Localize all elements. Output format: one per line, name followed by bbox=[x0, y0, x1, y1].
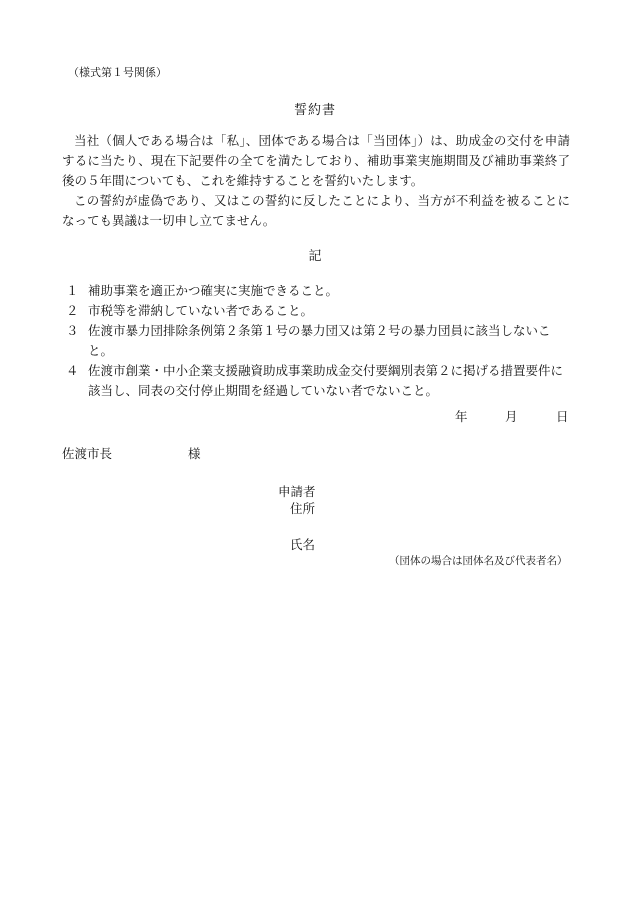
date-year-label: 年 bbox=[455, 409, 468, 424]
requirement-number: ４ bbox=[66, 363, 79, 378]
document-title: 誓約書 bbox=[293, 103, 336, 118]
applicant-label: 申請者 bbox=[278, 484, 316, 499]
requirement-text: 市税等を滞納していない者であること。 bbox=[88, 303, 314, 318]
date-month-label: 月 bbox=[505, 409, 518, 424]
name-label: 氏名 bbox=[290, 537, 316, 552]
requirement-item bbox=[62, 361, 570, 401]
requirement-text: 佐渡市創業・中小企業支援融資助成事業助成金交付要綱別表第２に掲げる措置要件に該当し、同表の交付停止期間を経過していない者でないこと。 bbox=[88, 363, 564, 398]
pledge-paragraph-2: この誓約が虚偽であり、又はこの誓約に反したことにより、当方が不利益を被ることになっても異議は一切申し立てません。 bbox=[62, 193, 570, 228]
address-label: 住所 bbox=[290, 501, 316, 516]
name-note: （団体の場合は団体名及び代表者名） bbox=[389, 555, 568, 567]
form-note: （様式第１号関係） bbox=[68, 66, 167, 79]
honorific: 様 bbox=[188, 446, 201, 461]
requirement-item bbox=[62, 281, 570, 301]
requirement-number: ３ bbox=[66, 323, 79, 338]
requirement-number: ２ bbox=[66, 303, 79, 318]
requirement-text: 佐渡市暴力団排除条例第２条第１号の暴力団又は第２号の暴力団員に該当しないこと。 bbox=[88, 323, 551, 358]
requirement-number: １ bbox=[66, 283, 79, 298]
requirements-list bbox=[62, 281, 570, 401]
addressee: 佐渡市長 bbox=[62, 446, 113, 461]
requirement-text: 補助事業を適正かつ確実に実施できること。 bbox=[88, 283, 339, 298]
pledge-paragraph-1: 当社（個人である場合は「私」、団体である場合は「当団体」）は、助成金の交付を申請するに当たり、現在下記要件の全てを満たしており、補助事業実施期間及び補助事業終了後の５年間についても、これを維持することを誓約いたします。 bbox=[62, 133, 570, 188]
requirement-item bbox=[62, 301, 570, 321]
requirement-item bbox=[62, 321, 570, 361]
ki-heading: 記 bbox=[308, 249, 322, 264]
date-day-label: 日 bbox=[556, 409, 569, 424]
